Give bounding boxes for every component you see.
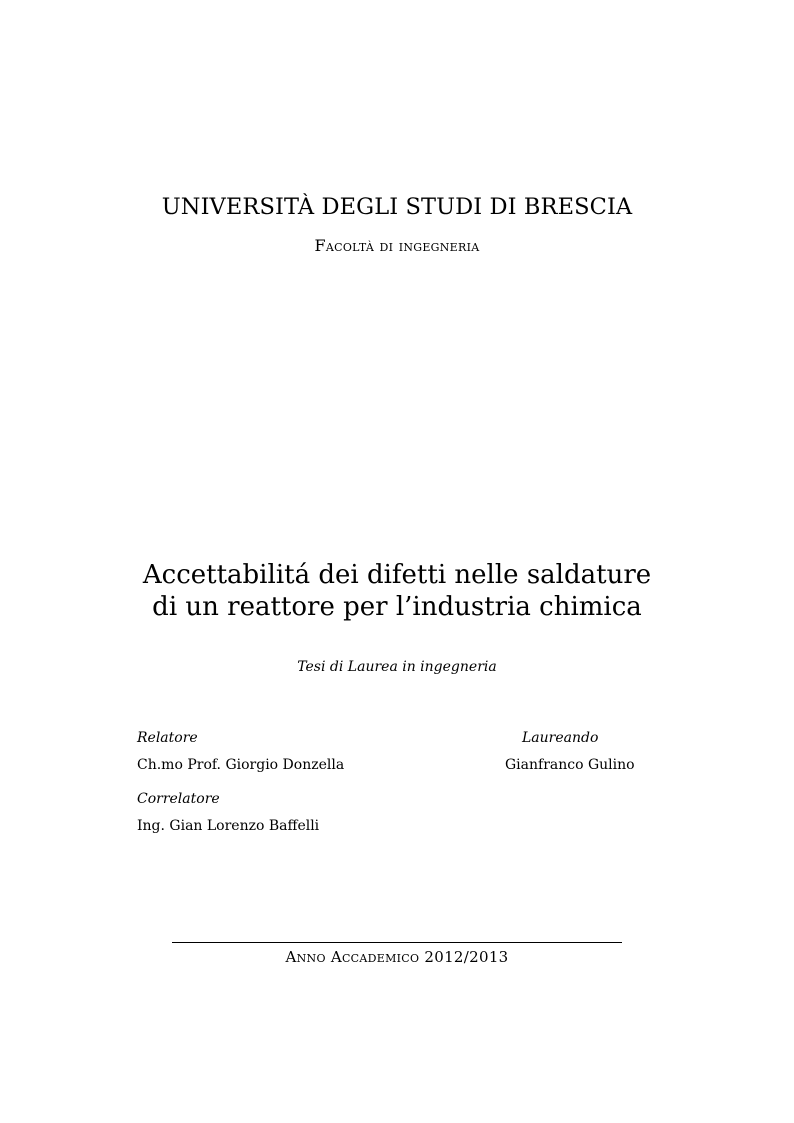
academic-year: Anno Accademico 2012/2013 (285, 948, 509, 966)
thesis-title-line-1: Accettabilitá dei difetti nelle saldature (142, 560, 652, 590)
faculty-name: Facoltà di ingegneria (314, 236, 480, 255)
relatore-name: Ch.mo Prof. Giorgio Donzella (137, 757, 345, 773)
thesis-subtitle: Tesi di Laurea in ingegneria (297, 659, 497, 675)
correlatore-label: Correlatore (137, 791, 220, 807)
thesis-title (0, 559, 794, 623)
laureando-label: Laureando (522, 730, 599, 746)
correlatore-name: Ing. Gian Lorenzo Baffelli (137, 818, 320, 834)
laureando-name: Gianfranco Gulino (505, 757, 635, 773)
thesis-title-line-2: di un reattore per l’industria chimica (152, 592, 642, 622)
relatore-label: Relatore (137, 730, 198, 746)
footer-divider (172, 942, 622, 943)
university-name: UNIVERSITÀ DEGLI STUDI DI BRESCIA (161, 194, 633, 220)
